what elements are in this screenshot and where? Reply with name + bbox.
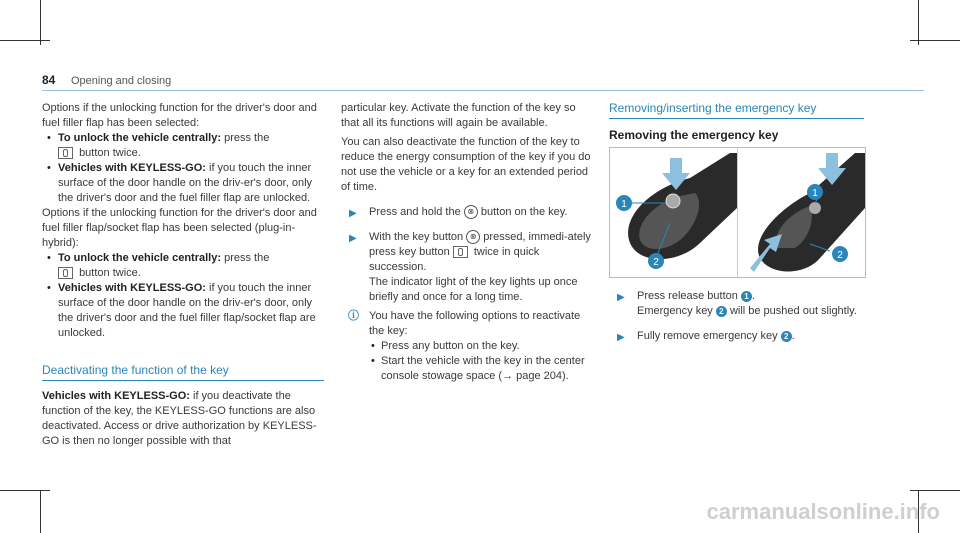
callout-1: 1	[621, 199, 627, 210]
page-number: 84	[42, 73, 56, 87]
callout-badge: 2	[716, 306, 727, 317]
bold-lead: To unlock the vehicle centrally:	[58, 252, 222, 264]
emergency-key-figure	[609, 147, 866, 278]
callout-badge: 1	[741, 291, 752, 302]
text: You have the following options to reactivate the key:	[369, 310, 581, 337]
bold-lead: Vehicles with KEYLESS-GO:	[42, 390, 190, 402]
text: if you touch the inner surface of the door handle on the driv-er's door, only the driver's door and the fuel filler flap are unlocked.	[58, 162, 313, 204]
paragraph: You can also deactivate the function of the key to reduce the energy consumption of the key if you do not use the vehicle or a key for an extended period of time.	[341, 136, 591, 193]
text: With the key button	[369, 231, 464, 243]
text: pressed, immedi-ately press key button	[369, 231, 591, 258]
text: Press release button	[637, 290, 738, 302]
list-item	[42, 131, 324, 161]
text: twice in quick succession.	[369, 246, 540, 273]
page-header-title: Opening and closing	[71, 75, 172, 87]
callout-2: 2	[653, 257, 659, 268]
bold-lead: Vehicles with KEYLESS-GO:	[58, 282, 206, 294]
info-note	[341, 309, 591, 339]
crop-mark	[40, 0, 41, 45]
text: button twice.	[79, 267, 141, 279]
unlock-key-icon	[58, 147, 73, 159]
list-item: • Press any button on the key.	[353, 339, 591, 354]
column-middle	[341, 101, 591, 384]
callout-2: 2	[837, 250, 843, 261]
bold-lead: To unlock the vehicle centrally:	[58, 132, 222, 144]
section-rule	[42, 380, 324, 381]
section-title: Deactivating the function of the key	[42, 363, 229, 377]
text: button twice.	[79, 147, 141, 159]
paragraph: Options if the unlocking function for the driver's door and fuel filler flap/socket flap has been selected (plug-in-hybrid):	[42, 207, 317, 249]
step-arrow-icon: ▶	[617, 292, 625, 303]
unlock-key-icon	[453, 246, 468, 258]
text: Press and hold the	[369, 206, 461, 218]
crop-mark	[40, 490, 41, 533]
section-title: Removing/inserting the emergency key	[609, 101, 817, 115]
step-arrow-icon: ▶	[349, 233, 357, 244]
callout-badge: 2	[781, 331, 792, 342]
crop-mark	[918, 0, 919, 45]
text: The indicator light of the key lights up once briefly and once for a long time.	[369, 276, 578, 303]
text: .	[751, 290, 756, 302]
step-arrow-icon: ▶	[349, 208, 357, 219]
text: button on the key.	[480, 206, 568, 218]
text: press the	[224, 132, 270, 144]
text: if you touch the inner surface of the door handle on the driv-er's door, only the driver's door and the fuel filler flap/socket flap are unlocked.	[58, 282, 316, 339]
lock-button-icon: ⊗	[464, 205, 478, 219]
info-icon: ⓘ	[348, 310, 359, 322]
figure-divider	[737, 148, 738, 277]
crop-mark	[0, 40, 50, 41]
text: will be pushed out slightly.	[729, 305, 857, 317]
text: if you deactivate the function of the key, the KEYLESS-GO functions are also deactivated. Access or drive authorization by KEYLESS-GO is then no longer possible with that	[42, 390, 317, 447]
callout-1: 1	[812, 188, 818, 199]
list-item: • Start the vehicle with the key in the center console stowage space (→ page 204).	[353, 354, 591, 384]
step	[609, 329, 864, 344]
crop-mark	[910, 40, 960, 41]
lock-button-icon: ⊗	[466, 230, 480, 244]
step	[609, 289, 864, 319]
header-rule	[42, 90, 924, 91]
bold-lead: Vehicles with KEYLESS-GO:	[58, 162, 206, 174]
column-right-steps	[609, 289, 864, 344]
crop-mark	[0, 490, 50, 491]
paragraph: particular key. Activate the function of the key so that all its functions will again be available.	[341, 102, 576, 129]
step	[341, 230, 591, 305]
text: Emergency key	[637, 305, 713, 317]
paragraph: Options if the unlocking function for the driver's door and fuel filler flap has been selected:	[42, 102, 317, 129]
text: .	[791, 330, 795, 342]
watermark: carmanualsonline.info	[706, 499, 940, 524]
section-rule	[609, 118, 864, 119]
crop-mark	[910, 490, 960, 491]
unlock-key-icon	[58, 267, 73, 279]
text: Fully remove emergency key	[637, 330, 778, 342]
text: press the	[224, 252, 270, 264]
column-left	[42, 101, 324, 449]
step-arrow-icon: ▶	[617, 332, 625, 343]
step	[341, 205, 591, 220]
subsection-title: Removing the emergency key	[609, 128, 779, 142]
list-item	[42, 251, 324, 281]
list-item	[42, 161, 324, 206]
column-right	[609, 101, 864, 143]
list-item	[42, 281, 324, 341]
